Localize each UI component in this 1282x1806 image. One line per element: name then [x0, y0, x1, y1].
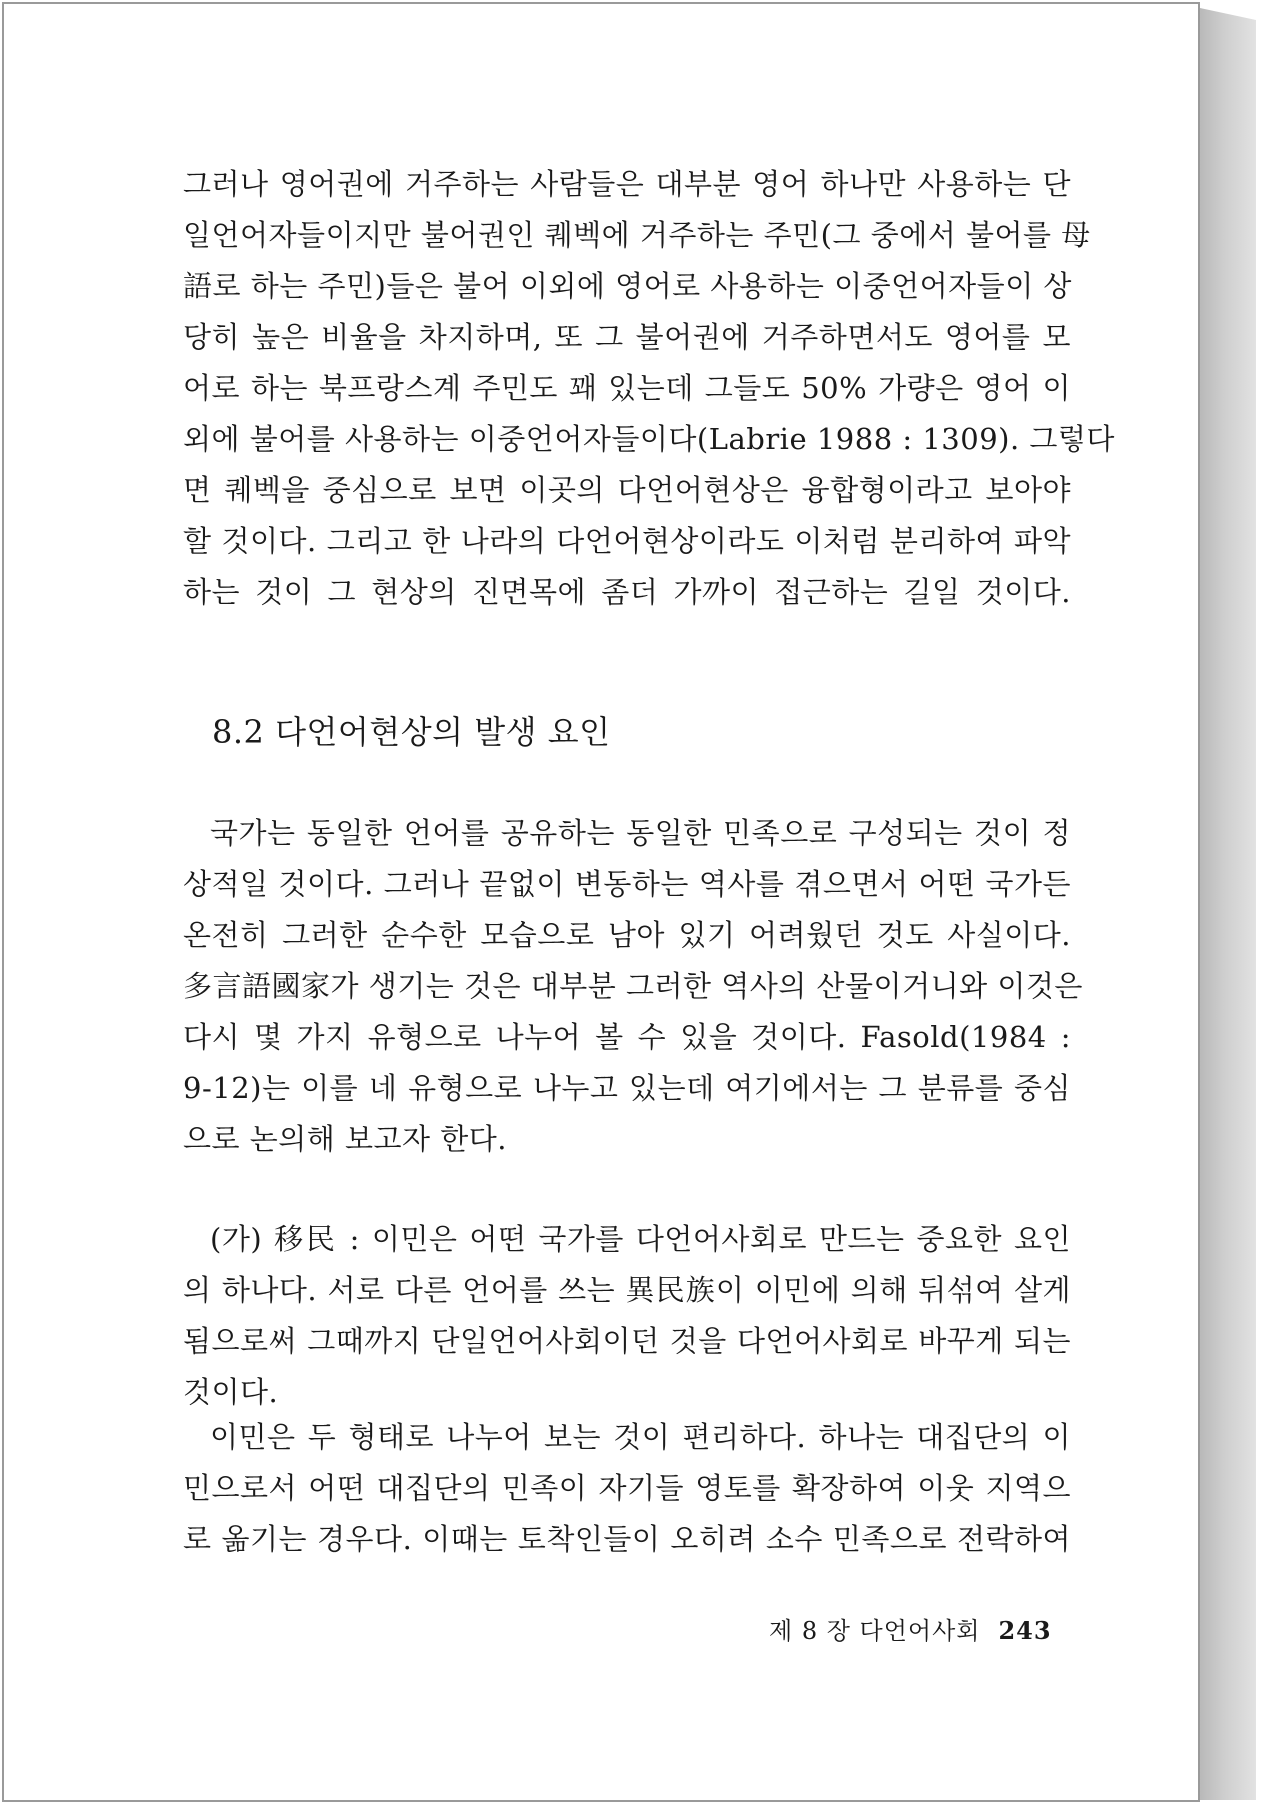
paragraph-3-line: 됨으로써 그때까지 단일언어사회이던 것을 다언어사회로 바꾸게 되는 [183, 1324, 1071, 1358]
paragraph-2-line: 온전히 그러한 순수한 모습으로 남아 있기 어려웠던 것도 사실이다. [183, 918, 1071, 952]
page-footer [769, 1616, 1052, 1646]
paragraph-2-line: 상적일 것이다. 그러나 끝없이 변동하는 역사를 겪으면서 어떤 국가든 [183, 867, 1071, 901]
paragraph-1-line: 하는 것이 그 현상의 진면목에 좀더 가까이 접근하는 길일 것이다. [183, 575, 1071, 609]
page-edge [1200, 8, 1256, 1800]
paragraph-2-line: 多言語國家가 생기는 것은 대부분 그러한 역사의 산물이거니와 이것은 [183, 969, 1083, 1003]
paragraph-1-line: 외에 불어를 사용하는 이중언어자들이다(Labrie 1988 : 1309). 그렇다 [183, 422, 1115, 456]
paragraph-2-line: 국가는 동일한 언어를 공유하는 동일한 민족으로 구성되는 것이 정 [210, 816, 1071, 850]
paragraph-1-line: 당히 높은 비율을 차지하며, 또 그 불어권에 거주하면서도 영어를 모 [183, 320, 1071, 354]
paragraph-4-line: 이민은 두 형태로 나누어 보는 것이 편리하다. 하나는 대집단의 이 [210, 1420, 1071, 1454]
paragraph-1-line: 어로 하는 북프랑스계 주민도 꽤 있는데 그들도 50% 가량은 영어 이 [183, 371, 1071, 405]
paragraph-1-line: 면 퀘벡을 중심으로 보면 이곳의 다언어현상은 융합형이라고 보아야 [183, 473, 1071, 507]
section-heading: 8.2 다언어현상의 발생 요인 [212, 713, 611, 751]
paragraph-3-line: 것이다. [183, 1375, 279, 1409]
page-number: 243 [998, 1616, 1052, 1645]
paragraph-2-line: 으로 논의해 보고자 한다. [183, 1122, 508, 1156]
paragraph-2-line: 다시 몇 가지 유형으로 나누어 볼 수 있을 것이다. Fasold(1984 : [183, 1020, 1071, 1054]
paragraph-3-line: (가) 移民 : 이민은 어떤 국가를 다언어사회로 만드는 중요한 요인 [210, 1222, 1071, 1256]
running-head: 제 8 장 다언어사회 [769, 1617, 981, 1645]
paragraph-4-line: 민으로서 어떤 대집단의 민족이 자기들 영토를 확장하여 이웃 지역으 [183, 1471, 1071, 1505]
paragraph-1-line: 할 것이다. 그리고 한 나라의 다언어현상이라도 이처럼 분리하여 파악 [183, 524, 1071, 558]
paragraph-1-line: 그러나 영어권에 거주하는 사람들은 대부분 영어 하나만 사용하는 단 [183, 167, 1071, 201]
paragraph-2-line: 9-12)는 이를 네 유형으로 나누고 있는데 여기에서는 그 분류를 중심 [183, 1071, 1071, 1105]
paragraph-1-line: 語로 하는 주민)들은 불어 이외에 영어로 사용하는 이중언어자들이 상 [183, 269, 1072, 303]
paragraph-1-line: 일언어자들이지만 불어권인 퀘벡에 거주하는 주민(그 중에서 불어를 母 [183, 218, 1091, 252]
paragraph-4-line: 로 옮기는 경우다. 이때는 토착인들이 오히려 소수 민족으로 전락하여 [183, 1522, 1071, 1556]
paragraph-3-line: 의 하나다. 서로 다른 언어를 쓰는 異民族이 이민에 의해 뒤섞여 살게 [183, 1273, 1071, 1307]
